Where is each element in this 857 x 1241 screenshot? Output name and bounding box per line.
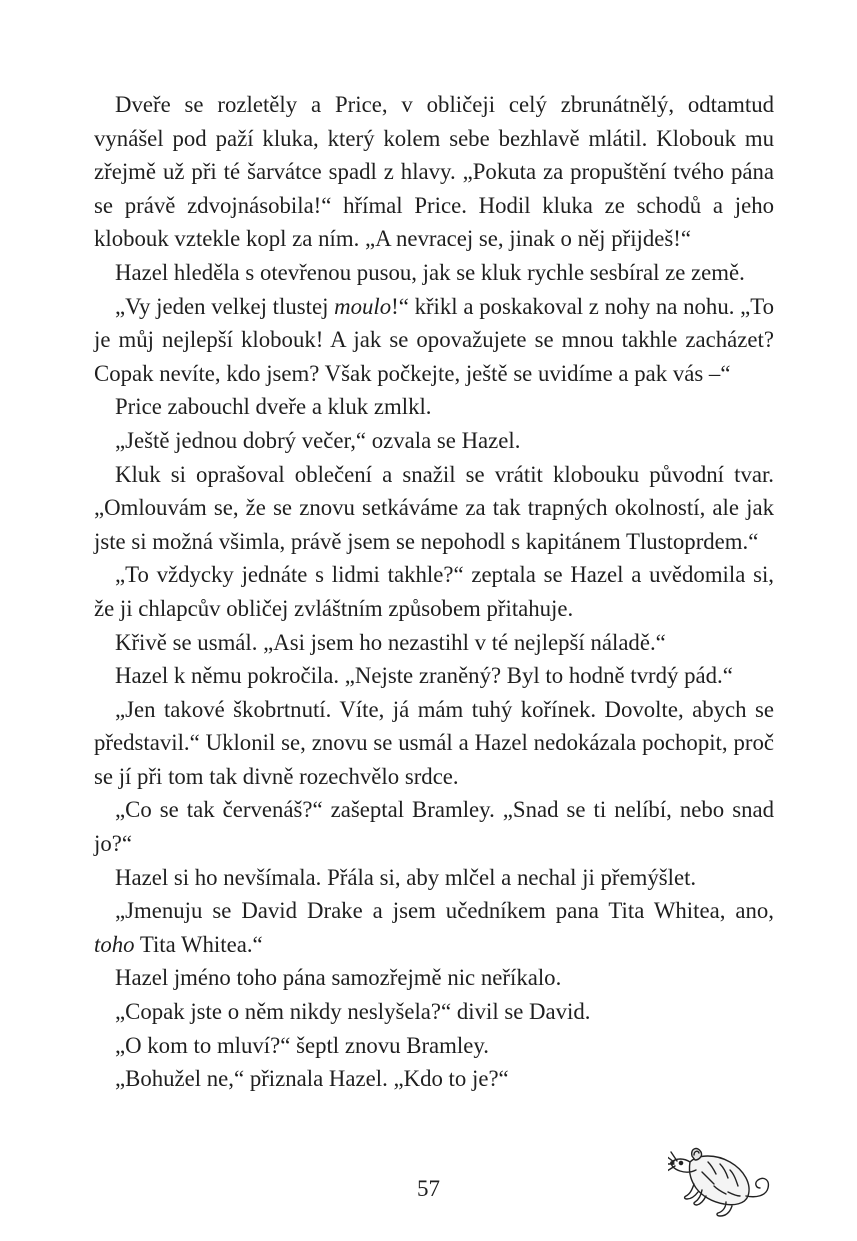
paragraph — [94, 793, 774, 860]
paragraph-text: „Jen takové škobrtnutí. Víte, já mám tuhý kořínek. Dovolte, abych se představil.“ Uklonil se, znovu se usmál a Hazel nedokázala pochopit, proč se jí při tom tak divně rozechvělo srdce. — [94, 696, 774, 789]
paragraph — [94, 861, 774, 895]
paragraph — [94, 1029, 774, 1063]
paragraph — [94, 424, 774, 458]
paragraph — [94, 458, 774, 559]
paragraph-text: Hazel si ho nevšímala. Přála si, aby mlčel a nechal ji přemýšlet. — [115, 864, 697, 890]
paragraph — [94, 290, 774, 391]
paragraph-text: Dveře se rozletěly a Price, v obličeji celý zbrunátnělý, odtamtud vynášel pod paží kluka, který kolem sebe bezhlavě mlátil. Klobouk mu zřejmě už při té šarvátce spadl z hlavy. „Pokuta za propuštění tvého pána se právě zdvojnásobila!“ hřímal Price. Hodil kluka ze schodů a jeho klobouk vztekle kopl za ním. „A nevracej se, jinak o něj přijdeš!“ — [94, 92, 774, 252]
paragraph — [94, 894, 774, 961]
paragraph-text: !“ křikl a poskakoval z nohy na nohu. „To je můj nejlepší klobouk! A jak se opovažujete se mnou takhle zacházet? Copak nevíte, kdo jsem? Však počkejte, ještě se uvidíme a pak vás –“ — [94, 293, 775, 386]
paragraph — [94, 626, 774, 660]
mouse-illustration-icon — [668, 1140, 772, 1220]
paragraph-text: Price zabouchl dveře a kluk zmlkl. — [115, 394, 432, 420]
paragraph-text: Hazel hleděla s otevřenou pusou, jak se kluk rychle sesbíral ze země. — [115, 259, 745, 285]
body-text — [94, 88, 774, 1096]
paragraph-text: „Co se tak červenáš?“ zašeptal Bramley. „Snad se ti nelíbí, nebo snad jo?“ — [94, 797, 774, 857]
paragraph-text: Tita Whitea.“ — [134, 931, 263, 957]
page-number: 57 — [417, 1176, 440, 1201]
paragraph-text: „O kom to mluví?“ šeptl znovu Bramley. — [115, 1032, 489, 1058]
paragraph-text: Kluk si oprašoval oblečení a snažil se vrátit klobouku původní tvar. „Omlouvám se, že se znovu setkáváme za tak trapných okolností, ale jak jste si možná všimla, právě jsem se nepohodl s kapitánem Tlustoprdem.“ — [94, 461, 774, 554]
paragraph — [94, 390, 774, 424]
italic-text: toho — [94, 931, 135, 957]
paragraph-text: „To vždycky jednáte s lidmi takhle?“ zeptala se Hazel a uvědomila si, že ji chlapcův obličej zvláštním způsobem přitahuje. — [94, 562, 774, 621]
paragraph-text: „Bohužel ne,“ přiznala Hazel. „Kdo to je?“ — [115, 1066, 509, 1092]
paragraph — [94, 558, 774, 625]
paragraph-text: Hazel k němu pokročila. „Nejste zraněný? Byl to hodně tvrdý pád.“ — [115, 663, 733, 689]
paragraph-text: Křivě se usmál. „Asi jsem ho nezastihl v té nejlepší náladě.“ — [115, 629, 666, 655]
paragraph — [94, 693, 774, 794]
paragraph — [94, 88, 774, 256]
paragraph — [94, 1062, 774, 1096]
paragraph-text: „Copak jste o něm nikdy neslyšela?“ divil se David. — [115, 999, 591, 1025]
paragraph — [94, 961, 774, 995]
italic-text: moulo — [334, 293, 392, 319]
paragraph-text: „Ještě jednou dobrý večer,“ ozvala se Hazel. — [115, 427, 521, 453]
paragraph — [94, 995, 774, 1029]
paragraph-text: Hazel jméno toho pána samozřejmě nic neříkalo. — [115, 965, 562, 991]
paragraph-text: „Vy jeden velkej tlustej — [115, 293, 335, 319]
paragraph — [94, 256, 774, 290]
paragraph — [94, 659, 774, 693]
paragraph-text: „Jmenuju se David Drake a jsem učedníkem pana Tita Whitea, ano, — [115, 898, 774, 924]
